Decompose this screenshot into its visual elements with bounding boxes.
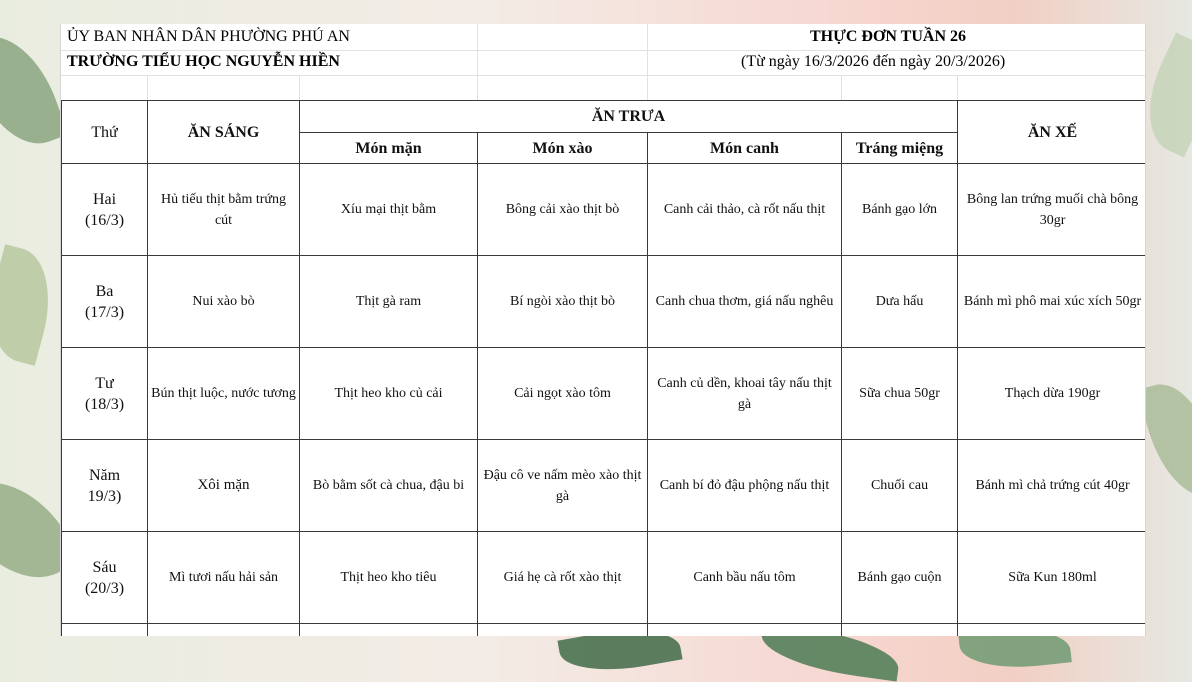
day-date: (18/3) xyxy=(84,395,125,413)
main-dish-cell: Thịt heo kho tiêu xyxy=(300,532,478,624)
grid-line xyxy=(299,75,300,100)
day-cell xyxy=(62,440,148,532)
soup-cell: Canh củ dền, khoai tây nấu thịt gà xyxy=(648,348,842,440)
grid-line xyxy=(647,24,648,100)
main-dish-cell: Xíu mại thịt bằm xyxy=(300,164,478,256)
dessert-cell: Dưa hấu xyxy=(842,256,958,348)
header-lunch: ĂN TRƯA xyxy=(300,101,958,133)
day-name: Ba xyxy=(95,282,114,300)
school-name: TRƯỜNG TIỂU HỌC NGUYỄN HIỀN xyxy=(67,53,340,70)
header-day: Thứ xyxy=(62,101,148,164)
breakfast-cell: Mì tươi nấu hải sản xyxy=(148,532,300,624)
dessert-cell: Bánh gạo lớn xyxy=(842,164,958,256)
table-row xyxy=(62,348,1147,440)
dessert-cell: Bánh gạo cuộn xyxy=(842,532,958,624)
day-cell xyxy=(62,348,148,440)
soup-cell: Canh bí đỏ đậu phộng nấu thịt xyxy=(648,440,842,532)
day-name: Năm xyxy=(88,466,121,484)
stir-fry-cell: Bí ngòi xào thịt bò xyxy=(478,256,648,348)
soup-cell: Canh chua thơm, giá nấu nghêu xyxy=(648,256,842,348)
grid-line xyxy=(61,75,1146,76)
snack-cell: Sữa Kun 180ml xyxy=(958,532,1146,624)
spreadsheet-page xyxy=(60,24,1146,636)
snack-cell: Bánh mì phô mai xúc xích 50gr xyxy=(958,256,1146,348)
table-row xyxy=(62,164,1147,256)
decorative-leaf xyxy=(0,22,68,159)
breakfast-cell: Nui xào bò xyxy=(148,256,300,348)
day-cell xyxy=(62,164,148,256)
menu-title: THỰC ĐƠN TUẦN 26 xyxy=(810,28,967,45)
stir-fry-cell: Cải ngọt xào tôm xyxy=(478,348,648,440)
table-row xyxy=(62,440,1147,532)
day-date: (16/3) xyxy=(84,211,125,229)
main-dish-cell: Thịt heo kho củ cải xyxy=(300,348,478,440)
table-row xyxy=(62,624,1147,637)
date-range: (Từ ngày 16/3/2026 đến ngày 20/3/2026) xyxy=(741,53,1006,70)
soup-cell: Canh bầu nấu tôm xyxy=(648,532,842,624)
grid-line xyxy=(61,50,1146,51)
breakfast-cell: Xôi mặn xyxy=(148,440,300,532)
day-date: (20/3) xyxy=(84,579,125,597)
header-stir-fry: Món xào xyxy=(478,133,648,164)
menu-table xyxy=(61,100,1146,636)
soup-cell: Canh cải thảo, cà rốt nấu thịt xyxy=(648,164,842,256)
day-cell xyxy=(62,256,148,348)
grid-line xyxy=(957,75,958,100)
header-soup: Món canh xyxy=(648,133,842,164)
header-breakfast: ĂN SÁNG xyxy=(148,101,300,164)
day-name: Hai xyxy=(92,190,117,208)
table-row xyxy=(62,532,1147,624)
day-name: Sáu xyxy=(92,558,117,576)
day-cell xyxy=(62,532,148,624)
breakfast-cell: Bún thịt luộc, nước tương xyxy=(148,348,300,440)
snack-cell: Bánh mì chả trứng cút 40gr xyxy=(958,440,1146,532)
stir-fry-cell: Đậu cô ve nấm mèo xào thịt gà xyxy=(478,440,648,532)
day-date: (17/3) xyxy=(84,303,125,321)
decorative-leaf xyxy=(0,244,63,366)
breakfast-cell: Hủ tiếu thịt bằm trứng cút xyxy=(148,164,300,256)
snack-cell: Thạch dừa 190gr xyxy=(958,348,1146,440)
header-dessert: Tráng miệng xyxy=(842,133,958,164)
agency-name: ỦY BAN NHÂN DÂN PHƯỜNG PHÚ AN xyxy=(67,28,350,45)
table-row xyxy=(62,256,1147,348)
dessert-cell: Sữa chua 50gr xyxy=(842,348,958,440)
snack-cell: Bông lan trứng muối chà bông 30gr xyxy=(958,164,1146,256)
stir-fry-cell: Bông cải xào thịt bò xyxy=(478,164,648,256)
grid-line xyxy=(841,75,842,100)
grid-line xyxy=(147,75,148,100)
main-dish-cell: Bò bằm sốt cà chua, đậu bi xyxy=(300,440,478,532)
header-snack: ĂN XẾ xyxy=(958,101,1146,164)
header-main-dish: Món mặn xyxy=(300,133,478,164)
day-name: Tư xyxy=(95,374,114,392)
day-date: 19/3) xyxy=(87,487,122,505)
stir-fry-cell: Giá hẹ cà rốt xào thịt xyxy=(478,532,648,624)
main-dish-cell: Thịt gà ram xyxy=(300,256,478,348)
dessert-cell: Chuối cau xyxy=(842,440,958,532)
grid-line xyxy=(477,24,478,100)
